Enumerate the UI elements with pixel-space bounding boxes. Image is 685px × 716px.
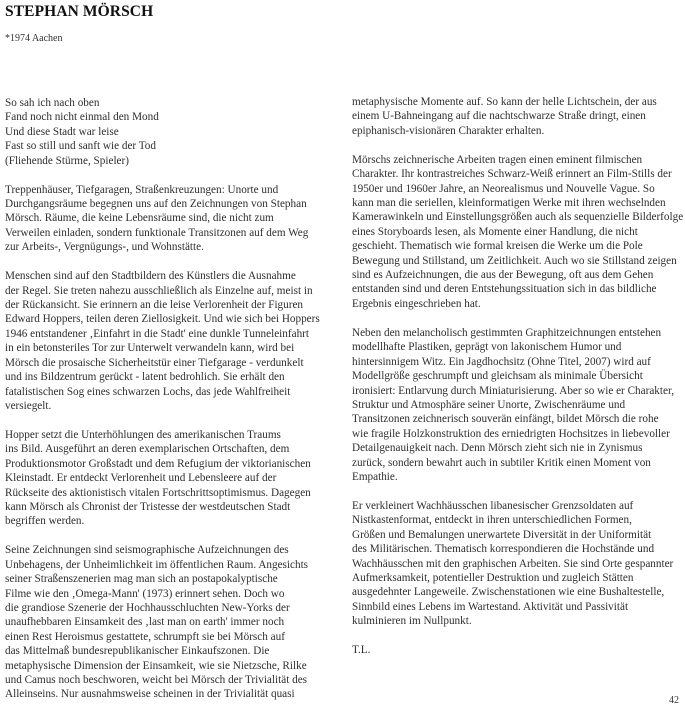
paragraph: [352, 153, 682, 311]
text-line: Bewegung und Stillstand, um Zeitlichkeit. Auch wo sie Stillstand zeigen: [352, 254, 677, 267]
text-line: Und diese Stadt war leise: [5, 125, 119, 138]
text-line: Mörsch die prosaische Sicherheitstür einer Tiefgarage - verdunkelt: [5, 356, 304, 369]
paragraph: [5, 183, 327, 255]
text-line: (Fliehende Stürme, Spieler): [5, 154, 129, 167]
text-line: Menschen sind auf den Stadtbildern des Künstlers die Ausnahme: [5, 270, 296, 283]
text-line: Mörschs zeichnerische Arbeiten tragen einen eminent filmischen: [352, 153, 643, 166]
birth-info: *1974 Aachen: [5, 33, 63, 44]
text-line: versiegelt.: [5, 399, 52, 412]
text-line: Unbehagens, der Unheimlichkeit im öffentlichen Raum. Angesichts: [5, 558, 309, 571]
text-line: unaufhebbaren Einsamkeit des ‚last man on earth' immer noch: [5, 616, 285, 629]
paragraph: [352, 95, 682, 138]
text-line: einem U-Bahneingang auf die nachtschwarze Straße dringt, einen: [352, 110, 646, 123]
text-line: Aufmerksamkeit, potentieller Destruktion und zugleich Stätten: [352, 571, 634, 584]
left-column: [5, 96, 327, 716]
text-line: Fand noch nicht einmal den Mond: [5, 111, 159, 124]
paragraph: [352, 499, 682, 629]
text-line: Hopper setzt die Unterhöhlungen des amerikanischen Traums: [5, 428, 281, 441]
text-line: 1950er und 1960er Jahre, an Neorealismus und Nouvelle Vague. So: [352, 182, 655, 195]
text-line: zurück, sondern bewahrt auch in subtiler Kritik einen Moment von: [352, 456, 651, 469]
text-line: Detailgenauigkeit nach. Denn Mörsch zieht sich nie in Zynismus: [352, 442, 643, 455]
text-line: eines Storyboards lesen, als Momente einer Handlung, die nicht: [352, 225, 638, 238]
page-number: 42: [669, 695, 679, 706]
text-line: einen Rest Heroismus gestattete, schrumpft sie bei Mörsch auf: [5, 630, 285, 643]
text-line: Filme wie den ‚Omega-Mann' (1973) erinnert sehen. Doch wo: [5, 587, 285, 600]
text-line: geschieht. Thematisch wie formal kreisen die Werke um die Pole: [352, 240, 643, 253]
text-line: 1946 entstandener ‚Einfahrt in die Stadt' eine dunkle Tunneleinfahrt: [5, 327, 310, 340]
text-line: metaphysische Momente auf. So kann der helle Lichtschein, der aus: [352, 96, 657, 108]
right-column: [352, 95, 682, 672]
text-line: Neben den melancholisch gestimmten Graphitzeichnungen entstehen: [352, 326, 662, 339]
text-line: Durchgangsräume begegnen uns auf den Zeichnungen von Stephan: [5, 198, 307, 211]
text-line: T.L.: [352, 644, 371, 657]
text-line: Kleinstadt. Er entdeckt Verlorenheit und Lebensleere auf der: [5, 472, 277, 485]
text-line: die grandiose Szenerie der Hochhausschluchten New-Yorks der: [5, 601, 290, 614]
text-line: Charakter. Ihr kontrastreiches Schwarz-Weiß erinnert an Film-Stills der: [352, 168, 672, 181]
text-line: Wachhäusschen mit den graphischen Arbeiten. Sie sind Orte gespannter: [352, 557, 674, 570]
text-line: des Militärischen. Thematisch korrespondieren die Hochstände und: [352, 543, 655, 556]
text-line: Nistkastenformat, entdeckt in ihren unterschiedlichen Formen,: [352, 514, 632, 527]
paragraph: [5, 428, 327, 529]
text-line: und Camus noch beschworen, weicht bei Mörsch der Trivialität des: [5, 674, 308, 686]
text-line: Edward Hoppers, teilen deren Ziellosigkeit. Und wie sich bei Hoppers: [5, 313, 320, 326]
text-line: epiphanisch-visionären Charakter erhalten.: [352, 124, 545, 137]
text-line: entstanden sind und deren Entstehungssituation sich in das bildliche: [352, 283, 657, 296]
text-line: Seine Zeichnungen sind seismographische Aufzeichnungen des: [5, 544, 289, 557]
text-line: ironisiert: Entlarvung durch Miniaturisierung. Aber so wie er Charakter,: [352, 384, 675, 397]
text-line: Kamerawinkeln und Einstellungsgrößen auch als sequenzielle Bilderfolge: [352, 211, 684, 224]
text-line: Empathie.: [352, 470, 398, 483]
artist-name: STEPHAN MÖRSCH: [5, 3, 154, 20]
paragraph: [352, 643, 682, 657]
paragraph: [5, 543, 327, 701]
text-line: fatalistischen Sog eines schwarzen Lochs, das jede Wahlfreiheit: [5, 385, 291, 398]
text-line: in ein betonsteriles Tor zur Unterwelt verwandeln kann, wird bei: [5, 342, 295, 355]
text-line: sind es Aufzeichnungen, die aus der Bewegung, oft aus dem Gehen: [352, 269, 654, 282]
text-line: seiner Straßenszenerien mag man sich an postapokalyptische: [5, 573, 278, 586]
text-line: Ergebnis eingeschrieben hat.: [352, 297, 481, 310]
text-line: kann man die seriellen, kleinformatigen Werke mit ihren wechselnden: [352, 197, 666, 210]
paragraph: [5, 269, 327, 413]
text-line: Er verkleinert Wachhäusschen libanesischer Grenzsoldaten auf: [352, 499, 634, 512]
text-line: ins Bild. Ausgeführt an deren exemplarischen Ortschaften, dem: [5, 443, 290, 456]
text-line: kulminieren im Nullpunkt.: [352, 615, 472, 628]
text-line: Transitzonen zeichnerisch souverän einfängt, bildet Mörsch die rohe: [352, 413, 659, 426]
text-line: Struktur und Atmosphäre seiner Unorte, Zwischenräume und: [352, 398, 626, 411]
text-line: Alleinseins. Nur ausnahmsweise scheinen in der Trivialität quasi: [5, 688, 295, 701]
paragraph: [352, 326, 682, 484]
text-line: So sah ich nach oben: [5, 97, 100, 109]
text-line: Fast so still und sanft wie der Tod: [5, 140, 156, 153]
text-line: Rückseite des aktionistisch vitalen Fortschrittsoptimismus. Dagegen: [5, 486, 311, 499]
text-line: wie fragile Holzkonstruktion des erniedrigten Hochsitzes in liebevoller: [352, 427, 670, 440]
text-line: Produktionsmotor Großstadt und dem Refugium der viktorianischen: [5, 457, 311, 470]
text-line: ausgedehnter Langeweile. Zwischenstationen wie eine Bushaltestelle,: [352, 586, 665, 599]
text-line: hintersinnigem Witz. Ein Jagdhochsitz (Ohne Titel, 2007) wird auf: [352, 355, 651, 368]
text-line: begriffen werden.: [5, 515, 85, 528]
text-line: modellhafte Plastiken, geprägt von lakonischem Humor und: [352, 341, 622, 354]
text-line: das Mittelmaß bundesrepublikanischer Einkaufszonen. Die: [5, 645, 270, 658]
paragraph: [5, 96, 327, 168]
text-line: zur Arbeits-, Vergnügungs-, und Wohnstätte.: [5, 241, 204, 254]
text-line: der Rückansicht. Sie erinnern an die leise Verlorenheit der Figuren: [5, 299, 304, 312]
text-line: Sinnbild eines Lebens im Wartestand. Aktivität und Passivität: [352, 600, 629, 613]
text-line: Treppenhäuser, Tiefgaragen, Straßenkreuzungen: Unorte und: [5, 183, 279, 196]
text-line: Größen und Bemalungen unerwartete Diversität in der Uniformität: [352, 528, 652, 541]
text-line: der Regel. Sie treten nahezu ausschließlich als Einzelne auf, meist in: [5, 284, 313, 297]
text-line: Verweilen einladen, sondern funktionale Transitzonen auf dem Weg: [5, 226, 309, 239]
text-line: kann Mörsch als Chronist der Tristesse der westdeutschen Stadt: [5, 500, 291, 513]
text-line: Mörsch. Räume, die keine Lebensräume sind, die nicht zum: [5, 212, 274, 225]
text-line: und ins Bildzentrum gerückt - latent bedrohlich. Sie erhält den: [5, 371, 285, 384]
text-line: metaphysische Dimension der Einsamkeit, wie sie Nietzsche, Rilke: [5, 659, 307, 672]
text-line: Modellgröße geschrumpft und gleichsam als minimale Übersicht: [352, 370, 643, 383]
